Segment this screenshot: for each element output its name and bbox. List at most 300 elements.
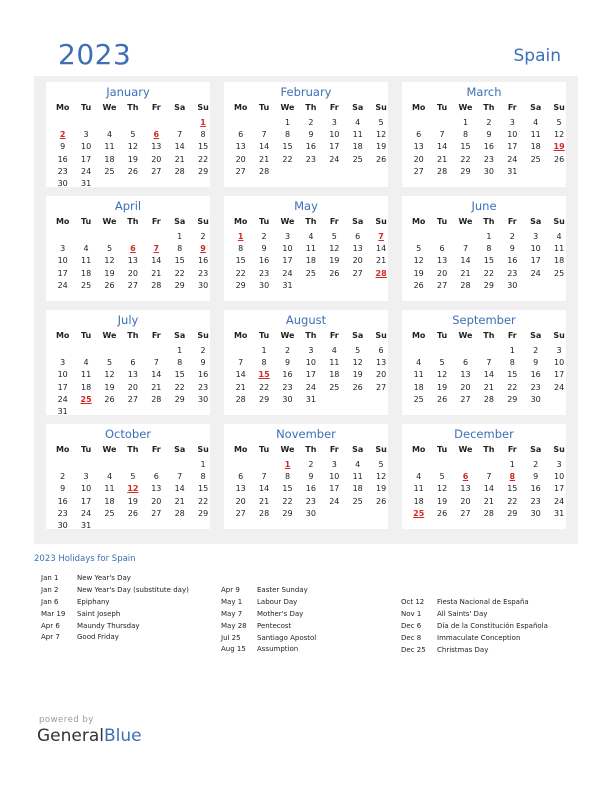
day-cell: 24 bbox=[553, 496, 565, 506]
weekday-label: Su bbox=[553, 103, 565, 112]
holiday-date: Dec 8 bbox=[401, 633, 422, 642]
day-cell: 10 bbox=[57, 256, 68, 266]
day-cell: 8 bbox=[177, 244, 183, 254]
day-cell: 23 bbox=[507, 268, 518, 278]
day-cell: 5 bbox=[106, 358, 113, 368]
day-cell: 5 bbox=[378, 460, 384, 469]
day-cell: 23 bbox=[57, 166, 68, 176]
day-cell: 14 bbox=[483, 484, 494, 494]
weekday-label: Mo bbox=[55, 103, 70, 112]
weekday-label: Tu bbox=[80, 445, 92, 454]
day-cell: 21 bbox=[483, 382, 494, 392]
day-cell: 19 bbox=[352, 370, 363, 380]
day-cell: 20 bbox=[235, 496, 246, 506]
day-cell: 21 bbox=[174, 496, 185, 506]
holiday-row bbox=[401, 634, 548, 646]
day-cell: 7 bbox=[153, 358, 159, 368]
day-cell: 22 bbox=[174, 268, 185, 278]
weekday-label: Th bbox=[305, 103, 317, 112]
day-cell: 19 bbox=[436, 496, 448, 506]
day-cell: 4 bbox=[331, 346, 337, 355]
weekday-label: Th bbox=[127, 331, 139, 340]
day-cell: 5 bbox=[130, 472, 136, 482]
day-cell: 31 bbox=[80, 521, 92, 530]
holiday-date: May 28 bbox=[221, 621, 247, 630]
holiday-name: All Saints' Day bbox=[437, 609, 488, 618]
day-cell: 19 bbox=[375, 484, 387, 494]
month-name: June bbox=[471, 199, 497, 213]
day-cell: 1 bbox=[261, 346, 267, 355]
day-cell: 21 bbox=[235, 382, 246, 392]
day-cell: 4 bbox=[308, 232, 314, 241]
day-cell: 11 bbox=[413, 484, 424, 494]
day-cell: 22 bbox=[235, 268, 246, 278]
day-cell: 31 bbox=[507, 166, 518, 176]
day-cell: 14 bbox=[235, 370, 246, 380]
day-cell: 17 bbox=[57, 382, 68, 392]
day-cell: 8 bbox=[486, 244, 492, 254]
day-cell: 22 bbox=[282, 496, 293, 506]
day-cell: 23 bbox=[282, 382, 293, 392]
day-cell: 7 bbox=[261, 472, 267, 482]
brand-logo bbox=[37, 726, 142, 746]
day-cell: 1 bbox=[486, 232, 492, 241]
day-cell: 9 bbox=[509, 244, 515, 254]
day-cell: 17 bbox=[553, 370, 565, 380]
day-cell: 2 bbox=[308, 118, 314, 127]
day-cell: 24 bbox=[329, 496, 340, 506]
day-cell: 18 bbox=[104, 154, 115, 164]
day-cell: 19 bbox=[413, 268, 424, 278]
day-cell: 16 bbox=[197, 370, 209, 380]
day-cell: 13 bbox=[127, 370, 138, 380]
day-cell: 5 bbox=[331, 232, 337, 241]
day-cell: 25 bbox=[352, 496, 363, 506]
weekday-label: Fr bbox=[329, 445, 339, 454]
day-cell: 26 bbox=[436, 394, 448, 404]
day-cell: 17 bbox=[507, 142, 518, 152]
day-cell: 10 bbox=[329, 472, 340, 482]
weekday-label: Su bbox=[375, 217, 387, 226]
day-cell: 11 bbox=[305, 244, 316, 254]
weekday-label: We bbox=[458, 445, 473, 454]
holiday-name: New Year's Day bbox=[77, 574, 131, 582]
month-name: October bbox=[104, 427, 152, 441]
month-name: April bbox=[114, 199, 142, 213]
day-cell: 28 bbox=[174, 508, 185, 518]
holiday-column bbox=[401, 598, 548, 657]
day-cell: 14 bbox=[460, 256, 471, 266]
holiday-name: Día de la Constitución Española bbox=[437, 621, 548, 630]
day-cell: 7 bbox=[261, 130, 267, 140]
weekday-label: We bbox=[458, 103, 473, 112]
day-cell: 12 bbox=[553, 130, 565, 140]
day-cell: 7 bbox=[439, 130, 445, 140]
day-cell: 18 bbox=[80, 382, 92, 392]
day-cell: 2 bbox=[200, 346, 206, 355]
holiday-name: Maundy Thursday bbox=[77, 621, 140, 630]
weekday-label: Su bbox=[375, 331, 387, 340]
day-cell: 20 bbox=[127, 382, 138, 392]
holiday-row bbox=[41, 610, 189, 622]
day-cell: 12 bbox=[413, 256, 424, 266]
weekday-label: Fr bbox=[507, 445, 517, 454]
day-cell: 16 bbox=[530, 370, 541, 380]
day-cell: 15 bbox=[460, 142, 471, 152]
weekday-label: Tu bbox=[436, 103, 448, 112]
holiday-column bbox=[221, 586, 316, 657]
day-cell: 21 bbox=[258, 154, 270, 164]
day-cell: 16 bbox=[258, 256, 270, 266]
day-cell: 7 bbox=[486, 472, 492, 482]
day-cell: 10 bbox=[329, 130, 340, 140]
day-cell: 1 bbox=[200, 460, 206, 469]
day-cell: 17 bbox=[553, 484, 565, 494]
day-cell: 28 bbox=[460, 280, 471, 290]
day-cell: 19 bbox=[329, 256, 340, 266]
day-cell: 24 bbox=[329, 154, 340, 164]
day-cell: 6 bbox=[238, 130, 244, 140]
day-cell: 5 bbox=[439, 358, 445, 368]
holiday-day: 25 bbox=[80, 394, 92, 404]
day-cell: 27 bbox=[413, 166, 424, 176]
day-cell: 10 bbox=[507, 130, 518, 140]
day-cell: 1 bbox=[284, 118, 291, 127]
holiday-day: 12 bbox=[127, 484, 139, 494]
day-cell: 30 bbox=[197, 280, 209, 290]
month-october bbox=[46, 424, 210, 529]
day-cell: 2 bbox=[308, 460, 314, 469]
weekday-label: Sa bbox=[174, 331, 186, 340]
weekday-label: Mo bbox=[411, 445, 426, 454]
day-cell: 12 bbox=[329, 244, 340, 254]
day-cell: 8 bbox=[177, 358, 183, 368]
holiday-day: 2 bbox=[59, 130, 66, 140]
day-cell: 15 bbox=[507, 370, 518, 380]
day-cell: 14 bbox=[258, 142, 270, 152]
holiday-row bbox=[41, 622, 189, 634]
day-cell: 9 bbox=[284, 358, 291, 368]
day-cell: 25 bbox=[413, 394, 424, 404]
holiday-row bbox=[41, 598, 189, 610]
day-cell: 20 bbox=[127, 268, 138, 278]
day-cell: 8 bbox=[261, 358, 267, 368]
day-cell: 28 bbox=[258, 508, 270, 518]
day-cell: 23 bbox=[258, 268, 270, 278]
day-cell: 27 bbox=[460, 508, 471, 518]
weekday-label: We bbox=[102, 217, 117, 226]
holiday-name: Labour Day bbox=[257, 597, 298, 606]
day-cell: 27 bbox=[375, 382, 387, 392]
day-cell: 4 bbox=[106, 130, 113, 140]
weekday-label: Th bbox=[305, 445, 317, 454]
day-cell: 7 bbox=[462, 244, 469, 254]
day-cell: 14 bbox=[151, 370, 162, 380]
weekday-label: Mo bbox=[55, 331, 70, 340]
holiday-day: 6 bbox=[153, 130, 160, 140]
day-cell: 26 bbox=[329, 268, 340, 278]
day-cell: 3 bbox=[331, 460, 337, 469]
day-cell: 20 bbox=[460, 382, 471, 392]
day-cell: 26 bbox=[352, 382, 363, 392]
weekday-label: Su bbox=[197, 331, 209, 340]
holidays-title: 2023 Holidays for Spain bbox=[34, 554, 136, 564]
day-cell: 10 bbox=[282, 244, 293, 254]
day-cell: 4 bbox=[533, 118, 539, 127]
day-cell: 24 bbox=[530, 268, 541, 278]
holiday-row bbox=[221, 634, 316, 646]
day-cell: 19 bbox=[127, 496, 138, 506]
weekday-label: Tu bbox=[80, 217, 92, 226]
weekday-label: Sa bbox=[530, 331, 542, 340]
holiday-name: Easter Sunday bbox=[257, 586, 308, 594]
weekday-label: Fr bbox=[507, 331, 517, 340]
day-cell: 28 bbox=[174, 166, 185, 176]
day-cell: 27 bbox=[235, 508, 246, 518]
day-cell: 3 bbox=[331, 118, 337, 127]
day-cell: 11 bbox=[80, 256, 92, 266]
day-cell: 4 bbox=[416, 472, 422, 482]
month-november bbox=[224, 424, 388, 529]
day-cell: 2 bbox=[261, 232, 267, 241]
day-cell: 13 bbox=[413, 142, 424, 152]
day-cell: 26 bbox=[375, 154, 387, 164]
day-cell: 16 bbox=[282, 370, 293, 380]
day-cell: 18 bbox=[352, 484, 363, 494]
weekday-label: Mo bbox=[233, 217, 248, 226]
holiday-day: 19 bbox=[553, 142, 565, 152]
holiday-day: 9 bbox=[200, 244, 206, 254]
day-cell: 27 bbox=[151, 508, 162, 518]
holiday-name: Pentecost bbox=[257, 621, 292, 630]
day-cell: 16 bbox=[57, 154, 68, 164]
holiday-date: Dec 25 bbox=[401, 645, 426, 654]
day-cell: 21 bbox=[375, 256, 387, 266]
holiday-name: Good Friday bbox=[77, 633, 119, 642]
weekday-label: Th bbox=[127, 217, 139, 226]
holiday-row bbox=[41, 574, 189, 586]
holiday-date: Jan 1 bbox=[41, 574, 59, 582]
day-cell: 13 bbox=[436, 256, 448, 266]
day-cell: 30 bbox=[258, 280, 270, 290]
day-cell: 7 bbox=[177, 472, 183, 482]
day-cell: 24 bbox=[507, 154, 518, 164]
day-cell: 21 bbox=[483, 496, 494, 506]
day-cell: 1 bbox=[177, 232, 183, 241]
day-cell: 26 bbox=[375, 496, 387, 506]
day-cell: 14 bbox=[375, 244, 387, 254]
holiday-day: 6 bbox=[130, 244, 136, 254]
day-cell: 17 bbox=[530, 256, 541, 266]
day-cell: 13 bbox=[460, 484, 471, 494]
day-cell: 10 bbox=[80, 142, 92, 152]
day-cell: 30 bbox=[530, 508, 541, 518]
day-cell: 10 bbox=[530, 244, 541, 254]
day-cell: 18 bbox=[553, 256, 565, 266]
weekday-label: Fr bbox=[507, 103, 517, 112]
day-cell: 8 bbox=[200, 130, 206, 140]
day-cell: 29 bbox=[235, 280, 246, 290]
month-name: May bbox=[294, 199, 318, 213]
weekday-label: Su bbox=[197, 445, 209, 454]
holiday-day: 25 bbox=[413, 508, 425, 518]
day-cell: 5 bbox=[556, 118, 562, 127]
month-name: July bbox=[117, 313, 139, 327]
day-cell: 13 bbox=[460, 370, 471, 380]
day-cell: 30 bbox=[305, 508, 316, 518]
day-cell: 26 bbox=[436, 508, 448, 518]
weekday-label: Mo bbox=[55, 217, 70, 226]
month-name: March bbox=[466, 85, 502, 99]
day-cell: 7 bbox=[238, 358, 244, 368]
day-cell: 29 bbox=[197, 508, 209, 518]
weekday-label: Sa bbox=[352, 331, 364, 340]
day-cell: 6 bbox=[462, 358, 469, 368]
month-may bbox=[224, 196, 388, 301]
weekday-label: Mo bbox=[233, 103, 248, 112]
day-cell: 26 bbox=[104, 394, 115, 404]
day-cell: 2 bbox=[60, 472, 66, 482]
day-cell: 3 bbox=[556, 460, 562, 469]
day-cell: 31 bbox=[57, 407, 68, 416]
day-cell: 25 bbox=[530, 154, 541, 164]
day-cell: 10 bbox=[80, 484, 92, 494]
day-cell: 21 bbox=[151, 382, 162, 392]
day-cell: 9 bbox=[261, 244, 267, 254]
weekday-label: Fr bbox=[329, 103, 339, 112]
country-title: Spain bbox=[513, 46, 561, 66]
day-cell: 8 bbox=[284, 130, 291, 140]
day-cell: 27 bbox=[151, 166, 162, 176]
day-cell: 31 bbox=[553, 508, 565, 518]
weekday-label: Su bbox=[197, 217, 209, 226]
day-cell: 23 bbox=[305, 154, 316, 164]
day-cell: 24 bbox=[305, 382, 316, 392]
weekday-label: Fr bbox=[151, 217, 161, 226]
weekday-label: Tu bbox=[258, 331, 270, 340]
weekday-label: Fr bbox=[507, 217, 517, 226]
calendar-grid bbox=[34, 76, 578, 544]
day-cell: 13 bbox=[151, 484, 162, 494]
weekday-label: Th bbox=[483, 103, 495, 112]
day-cell: 7 bbox=[486, 358, 492, 368]
day-cell: 29 bbox=[507, 508, 518, 518]
holiday-row bbox=[221, 586, 316, 598]
day-cell: 16 bbox=[57, 496, 68, 506]
day-cell: 12 bbox=[104, 256, 115, 266]
day-cell: 13 bbox=[151, 142, 162, 152]
day-cell: 17 bbox=[329, 484, 340, 494]
weekday-label: We bbox=[102, 331, 117, 340]
weekday-label: Mo bbox=[411, 331, 426, 340]
day-cell: 6 bbox=[416, 130, 422, 140]
day-cell: 2 bbox=[284, 346, 291, 355]
holiday-date: May 7 bbox=[221, 609, 243, 618]
day-cell: 11 bbox=[530, 130, 541, 140]
day-cell: 12 bbox=[375, 130, 387, 140]
day-cell: 18 bbox=[413, 496, 424, 506]
day-cell: 2 bbox=[509, 232, 515, 241]
weekday-label: Su bbox=[197, 103, 209, 112]
day-cell: 26 bbox=[413, 280, 424, 290]
day-cell: 20 bbox=[352, 256, 363, 266]
day-cell: 3 bbox=[83, 472, 89, 482]
day-cell: 28 bbox=[436, 166, 448, 176]
day-cell: 25 bbox=[80, 280, 92, 290]
day-cell: 18 bbox=[104, 496, 115, 506]
month-name: September bbox=[452, 313, 516, 327]
day-cell: 4 bbox=[416, 358, 422, 368]
day-cell: 24 bbox=[80, 508, 92, 518]
holiday-row bbox=[401, 610, 548, 622]
day-cell: 22 bbox=[174, 382, 185, 392]
day-cell: 29 bbox=[507, 394, 518, 404]
weekday-label: Mo bbox=[411, 217, 426, 226]
day-cell: 1 bbox=[509, 346, 515, 355]
day-cell: 22 bbox=[507, 496, 518, 506]
day-cell: 14 bbox=[151, 256, 162, 266]
day-cell: 22 bbox=[507, 382, 518, 392]
brand-second: Blue bbox=[104, 726, 142, 746]
day-cell: 5 bbox=[378, 118, 384, 127]
day-cell: 23 bbox=[530, 496, 541, 506]
day-cell: 3 bbox=[308, 346, 314, 355]
day-cell: 1 bbox=[177, 346, 183, 355]
day-cell: 29 bbox=[282, 508, 293, 518]
day-cell: 23 bbox=[197, 382, 209, 392]
day-cell: 30 bbox=[57, 179, 68, 188]
month-september bbox=[402, 310, 566, 415]
holiday-date: Jan 6 bbox=[41, 597, 59, 606]
day-cell: 30 bbox=[483, 166, 494, 176]
day-cell: 9 bbox=[533, 472, 539, 482]
day-cell: 17 bbox=[329, 142, 340, 152]
day-cell: 11 bbox=[104, 484, 115, 494]
holiday-name: Immaculate Conception bbox=[437, 633, 521, 642]
day-cell: 6 bbox=[378, 346, 384, 355]
day-cell: 27 bbox=[460, 394, 471, 404]
day-cell: 27 bbox=[127, 280, 138, 290]
day-cell: 25 bbox=[553, 268, 565, 278]
day-cell: 9 bbox=[200, 358, 206, 368]
day-cell: 4 bbox=[106, 472, 113, 482]
day-cell: 1 bbox=[509, 460, 515, 469]
day-cell: 30 bbox=[57, 521, 68, 530]
day-cell: 20 bbox=[151, 154, 162, 164]
day-cell: 29 bbox=[460, 166, 471, 176]
day-cell: 19 bbox=[375, 142, 387, 152]
weekday-label: Th bbox=[483, 331, 495, 340]
day-cell: 24 bbox=[553, 382, 565, 392]
holiday-name: Saint Joseph bbox=[77, 609, 121, 618]
month-june bbox=[402, 196, 566, 301]
day-cell: 28 bbox=[151, 280, 162, 290]
weekday-label: Sa bbox=[352, 103, 364, 112]
day-cell: 24 bbox=[80, 166, 92, 176]
holiday-day: 28 bbox=[375, 268, 387, 278]
day-cell: 29 bbox=[483, 280, 494, 290]
day-cell: 21 bbox=[436, 154, 448, 164]
holiday-day: 1 bbox=[200, 118, 206, 127]
day-cell: 24 bbox=[57, 280, 68, 290]
day-cell: 26 bbox=[127, 508, 138, 518]
day-cell: 9 bbox=[60, 142, 66, 152]
day-cell: 23 bbox=[57, 508, 68, 518]
holiday-date: Mar 19 bbox=[41, 609, 66, 618]
day-cell: 27 bbox=[127, 394, 138, 404]
day-cell: 25 bbox=[329, 382, 340, 392]
day-cell: 21 bbox=[151, 268, 162, 278]
